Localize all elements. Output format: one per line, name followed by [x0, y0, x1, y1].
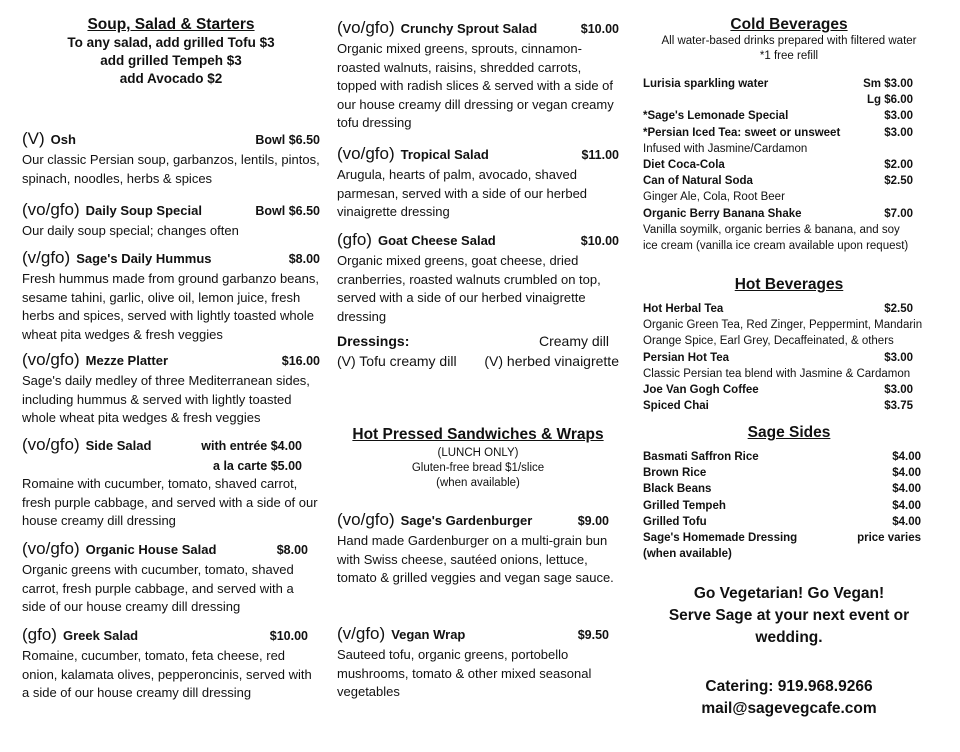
dressings-label: Dressings: — [337, 333, 410, 349]
bev-natural-soda — [643, 173, 913, 189]
item-price: Bowl $6.50 — [255, 204, 320, 218]
hot-beverage-list — [643, 301, 935, 414]
side-name: Grilled Tempeh — [643, 499, 726, 512]
diet-tag: (v/gfo) — [22, 248, 71, 267]
item-price: $8.00 — [288, 252, 320, 266]
side-price: $4.00 — [892, 483, 921, 496]
bev-diet-coke — [643, 157, 913, 173]
side-item — [643, 530, 921, 546]
item-description: Romaine with cucumber, tomato, shaved carrot, fresh purple cabbage, and served with a side of our house creamy dill dressing — [22, 476, 318, 528]
section-title-sandwiches: Hot Pressed Sandwiches & Wraps — [352, 426, 604, 443]
bev-name: Lurisia sparkling water — [643, 78, 769, 90]
sides-header — [643, 424, 935, 442]
item-name: Goat Cheese Salad — [377, 233, 496, 248]
item-name: Tropical Salad — [400, 147, 489, 162]
menu-item-daily-soup — [22, 199, 320, 241]
item-description: Sauteed tofu, organic greens, portobello mushrooms, tomato & other mixed seasonal vegetables — [337, 647, 592, 699]
side-item — [643, 498, 921, 514]
menu-item-mezze — [22, 349, 320, 428]
bev-lurisia — [643, 76, 913, 92]
section-title-hot-beverages: Hot Beverages — [734, 276, 844, 293]
diet-tag: (V) — [22, 129, 45, 148]
item-description: Sage's daily medley of three Mediterranean sides, including hummus & served with lightly toasted whole wheat pita wedges & fresh veggies — [22, 373, 310, 425]
item-name: Mezze Platter — [85, 353, 169, 368]
side-name: Grilled Tofu — [643, 515, 707, 528]
item-price: Bowl $6.50 — [255, 133, 320, 147]
bev-price: $3.00 — [884, 351, 913, 364]
soup-salad-header — [22, 16, 320, 88]
side-availability-note: (when available) — [643, 548, 732, 561]
bev-price: $3.75 — [884, 400, 913, 413]
menu-item-tropical-salad — [337, 143, 619, 222]
item-price-alt: a la carte $5.00 — [213, 459, 302, 473]
item-description: Romaine, cucumber, tomato, feta cheese, red onion, kalamata olives, pepperoncinis, served with a side of our house creamy dill dressing — [22, 648, 312, 700]
promo-line: Serve Sage at your next event or — [668, 607, 910, 624]
item-name: Side Salad — [85, 438, 152, 453]
menu-item-goat-cheese — [337, 229, 619, 326]
bev-description: Organic Green Tea, Red Zinger, Peppermint, Mandarin Orange Spice, Earl Grey, Decaffeinated, & others — [643, 319, 923, 348]
section-title-cold-beverages: Cold Beverages — [730, 16, 848, 33]
item-description: Organic mixed greens, goat cheese, dried cranberries, roasted walnuts crumbled on top, served with a side of our herbed vinaigrette dressing — [337, 253, 601, 324]
bev-price: $2.50 — [884, 303, 913, 315]
item-description: Organic mixed greens, sprouts, cinnamon-roasted walnuts, raisins, shredded carrots, topped with radish slices & served with a side of our house creamy dill dressing or vegan creamy tofu dressing — [337, 41, 614, 130]
diet-tag: (vo/gfo) — [22, 350, 80, 369]
item-price: $9.00 — [577, 514, 609, 528]
promo-block — [643, 583, 935, 649]
item-description: Our daily soup special; changes often — [22, 223, 239, 238]
item-price: $10.00 — [580, 234, 619, 248]
diet-tag: (v/gfo) — [337, 624, 386, 643]
item-description: Fresh hummus made from ground garbanzo beans, sesame tahini, garlic, olive oil, lemon juice, fresh herbs and spices, served with lightly toasted whole wheat pita wedges & fresh veggies — [22, 271, 319, 342]
item-description: Our classic Persian soup, garbanzos, lentils, pintos, spinach, noodles, herbs & spices — [22, 152, 320, 186]
cold-beverages-header — [643, 16, 935, 64]
diet-tag: (gfo) — [22, 625, 57, 644]
dressing-option: Creamy dill — [538, 333, 609, 349]
item-name: Sage's Daily Hummus — [76, 251, 212, 266]
side-name: Sage's Homemade Dressing — [643, 532, 798, 545]
bev-iced-tea — [643, 125, 913, 141]
diet-tag: (gfo) — [337, 230, 372, 249]
side-item — [643, 449, 921, 465]
diet-tag: (vo/gfo) — [337, 510, 395, 529]
bev-name: Diet Coca-Cola — [643, 159, 725, 172]
menu-item-gardenburger — [337, 509, 619, 588]
diet-tag: (vo/gfo) — [22, 539, 80, 558]
bev-chai — [643, 398, 913, 414]
item-name: Sage's Gardenburger — [400, 513, 533, 528]
contact-block — [643, 676, 935, 720]
dressing-option: (V) Tofu creamy dill — [337, 353, 457, 369]
bev-price: $2.50 — [884, 175, 913, 188]
diet-tag: (vo/gfo) — [22, 200, 80, 219]
side-name: Black Beans — [643, 483, 712, 496]
bev-price: $2.00 — [884, 159, 913, 172]
item-name: Osh — [50, 132, 76, 147]
item-price: $9.50 — [577, 628, 609, 642]
bev-description: Vanilla soymilk, organic berries & banana, and soy ice cream (vanilla ice cream available upon request) — [643, 223, 909, 253]
side-price: $4.00 — [892, 467, 921, 480]
bev-price-small: Sm $3.00 — [863, 78, 913, 90]
item-price: $8.00 — [276, 543, 308, 557]
bev-price: $3.00 — [884, 110, 913, 123]
dressings-block — [337, 331, 619, 371]
bev-name: Joe Van Gogh Coffee — [643, 384, 759, 397]
bev-description: Classic Persian tea blend with Jasmine & Cardamon — [643, 367, 911, 380]
side-item — [643, 465, 921, 481]
bev-shake — [643, 206, 913, 222]
bev-coffee — [643, 382, 913, 398]
item-price: $10.00 — [269, 629, 308, 643]
item-price: $10.00 — [580, 22, 619, 36]
menu-item-house-salad — [22, 538, 320, 617]
item-price: $11.00 — [581, 148, 619, 162]
bev-herbal-tea — [643, 301, 913, 317]
side-price: $4.00 — [892, 499, 921, 512]
side-price: price varies — [857, 532, 921, 545]
hot-beverages-header — [643, 276, 935, 294]
sandwiches-header — [337, 426, 619, 491]
promo-line: Go Vegetarian! Go Vegan! — [693, 585, 885, 602]
side-price: $4.00 — [892, 515, 921, 528]
menu-item-greek-salad — [22, 624, 320, 703]
dressing-option: (V) herbed vinaigrette — [484, 353, 619, 369]
side-name: Brown Rice — [643, 467, 707, 480]
item-price: with entrée $4.00 — [201, 439, 302, 453]
bev-name: Organic Berry Banana Shake — [643, 207, 802, 220]
bev-name: *Sage's Lemonade Special — [643, 110, 789, 123]
diet-tag: (vo/gfo) — [22, 435, 80, 454]
section-title-soup-salad: Soup, Salad & Starters — [87, 16, 255, 33]
diet-tag: (vo/gfo) — [337, 144, 395, 163]
item-price: $16.00 — [281, 354, 320, 368]
section-title-sage-sides: Sage Sides — [747, 424, 831, 441]
availability-note: (when available) — [436, 477, 520, 489]
item-description: Arugula, hearts of palm, avocado, shaved parmesan, served with a side of our herbed vinaigrette dressing — [337, 167, 588, 219]
item-description: Hand made Gardenburger on a multi-grain bun with Swiss cheese, sautéed onions, lettuce, tomato & grilled veggies and vegan sage sauce. — [337, 533, 614, 585]
side-item — [643, 481, 921, 497]
addon-note: add Avocado $2 — [119, 71, 223, 86]
filtered-water-note: All water-based drinks prepared with filtered water — [661, 35, 917, 47]
menu-item-vegan-wrap — [337, 623, 619, 702]
bev-name: *Persian Iced Tea: sweet or unsweet — [643, 126, 841, 139]
catering-phone: Catering: 919.968.9266 — [705, 678, 873, 695]
addon-note: To any salad, add grilled Tofu $3 — [67, 35, 275, 50]
menu-item-crunchy-sprout — [337, 17, 619, 133]
side-price: $4.00 — [892, 451, 921, 463]
bev-persian-hot-tea — [643, 350, 913, 366]
bev-price: $7.00 — [884, 207, 913, 220]
side-name: Basmati Saffron Rice — [643, 451, 759, 463]
sides-list — [643, 449, 935, 562]
menu-item-osh — [22, 128, 320, 188]
item-name: Vegan Wrap — [391, 627, 466, 642]
bev-description: Ginger Ale, Cola, Root Beer — [643, 191, 785, 204]
bev-name: Can of Natural Soda — [643, 175, 753, 188]
side-item — [643, 514, 921, 530]
bev-name: Persian Hot Tea — [643, 351, 730, 364]
item-description: Organic greens with cucumber, tomato, shaved carrot, fresh purple cabbage, and served with a side of our house creamy dill dressing — [22, 562, 294, 614]
contact-email: mail@sagevegcafe.com — [701, 700, 877, 717]
bev-price-large: Lg $6.00 — [866, 94, 913, 107]
item-name: Crunchy Sprout Salad — [400, 21, 538, 36]
lunch-only-note: (LUNCH ONLY) — [437, 447, 519, 459]
bev-description: Infused with Jasmine/Cardamon — [643, 142, 808, 155]
item-name: Greek Salad — [62, 628, 139, 643]
item-name: Organic House Salad — [85, 542, 217, 557]
diet-tag: (vo/gfo) — [337, 18, 395, 37]
cold-beverage-list — [643, 76, 935, 254]
bev-name: Hot Herbal Tea — [643, 303, 724, 315]
menu-item-hummus — [22, 247, 320, 344]
bev-name: Spiced Chai — [643, 400, 709, 413]
bev-lemonade — [643, 108, 913, 124]
addon-note: add grilled Tempeh $3 — [100, 53, 242, 68]
refill-note: *1 free refill — [759, 50, 819, 62]
item-name: Daily Soup Special — [85, 203, 202, 218]
gluten-free-note: Gluten-free bread $1/slice — [411, 462, 545, 474]
promo-line: wedding. — [755, 629, 823, 646]
menu-item-side-salad — [22, 434, 320, 531]
bev-price: $3.00 — [884, 126, 913, 139]
bev-price: $3.00 — [884, 384, 913, 397]
